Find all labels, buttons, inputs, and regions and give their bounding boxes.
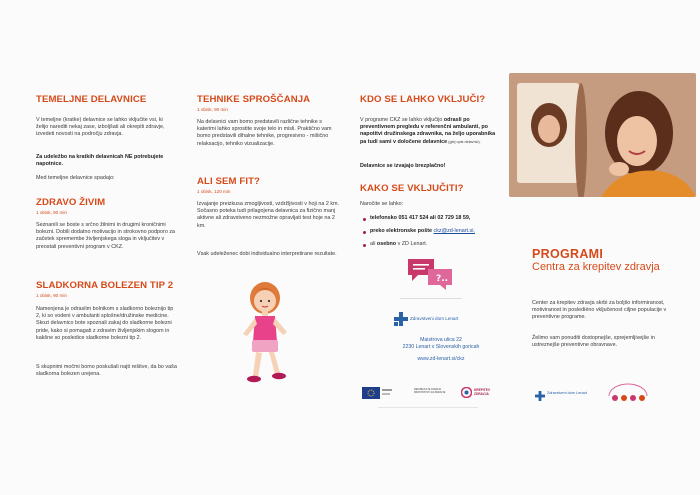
in-person-option: ali osebno v ZD Lenart. — [370, 241, 428, 247]
programme-subtitle: Centra za krepitev zdravja — [532, 261, 660, 273]
heading-who-can-join: KDO SE LAHKO VKLJUČI? — [360, 94, 486, 105]
email-option: preko elektronske pošte ckz@zd-lenart.si, — [370, 228, 475, 234]
address-line-2: 2230 Lenart v Slovenskih goricah — [402, 344, 480, 350]
website-link[interactable]: www.zd-lenart.si/ckz — [417, 356, 465, 362]
free-of-charge-note: Delavnice se izvajajo brezplačno! — [360, 163, 446, 169]
relaxation-duration: 1 obisk, 90 min — [197, 107, 228, 112]
heading-fit: ALI SEM FIT? — [197, 176, 261, 187]
ministry-logo: REPUBLIKA SLOVENIJA MINISTRSTVO ZA ZDRAVJE — [414, 388, 446, 394]
zd-lenart-footer-logo — [535, 388, 545, 406]
bullet — [363, 231, 366, 234]
eu-flag-icon — [362, 387, 392, 399]
address-block — [396, 337, 486, 363]
chat-bubbles-icon — [406, 257, 456, 291]
no-referral-note: Za udeležbo na kratkih delavnicah NE potrebujete napotnice. — [36, 154, 164, 168]
health-cross-icon — [535, 391, 545, 401]
bullet — [363, 244, 366, 247]
column-programme-title — [515, 0, 685, 495]
zd-lenart-footer-name: Zdravstveni dom Lenart — [547, 391, 587, 395]
address-line-1: Maistrova ulica 22 — [420, 337, 462, 343]
workshops-lead: Med temeljne delavnice spadajo: — [36, 175, 115, 181]
fit-duration: 1 obisk, 120 min — [197, 189, 231, 194]
girl-exercising-illustration — [231, 278, 299, 396]
centre-description: Center za krepitev zdravja skrbi za boljšo informiranost, motiviranost in poslediéno vključenost ciljne populacije v preventivne programe. — [532, 300, 667, 321]
column-enrolment — [360, 0, 505, 495]
email-link[interactable]: ckz@zd-lenart.si, — [433, 228, 475, 234]
heading-how-to-join: KAKO SE VKLJUČITI? — [360, 183, 464, 194]
heading-diabetes: SLADKORNA BOLEZEN TIP 2 — [36, 280, 174, 291]
zdravo-zivim-duration: 1 obisk, 90 min — [36, 210, 67, 215]
diabetes-closing: S skupnimi močmi bomo poskušali najti rešitve, da bo vaša sladkorna bolezen urejena. — [36, 364, 177, 378]
zdravo-zivim-text: Seznanili se boste s srčno žilnimi in drugimi kroničnimi bolezni. Dobili dodatno motivacijo in strokovno podporo za začetek spremembe življenjskega sloga in vključitev v preostali preventivni program v CKZ. — [36, 222, 176, 250]
ckz-emblem-icon — [605, 382, 651, 406]
footer-logos — [360, 385, 505, 401]
programme-title: PROGRAMI — [532, 247, 604, 261]
fit-results: Vsak udeleženec dobi individualno interpretirane rezultate. — [197, 251, 337, 257]
bullet — [363, 218, 366, 221]
zd-lenart-name: Zdravstveni dom Lenart — [410, 316, 459, 321]
order-lead: Naročite se lahko: — [360, 201, 404, 207]
phone-option: telefonsko 051 417 524 ali 02 729 18 59, — [370, 215, 471, 221]
krepitev-zdravja-icon — [461, 387, 472, 398]
fit-text: Izvajanje preizkusa zmogljivosti, vzdržljivosti v hoji na 2 km. Sočasno poteka tudi prilagojena delavnica za fizično manj aktivne ali zdravstveno nezmožne opravljati test hoje na 2 km. — [197, 201, 340, 229]
zd-lenart-logo — [394, 312, 408, 331]
column-workshops — [36, 0, 181, 495]
heading-relaxation: TEHNIKE SPROŠČANJA — [197, 94, 311, 105]
krepitev-zdravja-logo: KREPITEV ZDRAVJA — [474, 388, 490, 396]
heading-zdravo-zivim: ZDRAVO ŽIVIM — [36, 197, 106, 208]
who-can-join-text: V programe CKZ se lahko vključijo odrasli po preventivnem pregledu v referenčni ambulanti, po napotitvi družinskega zdravnika, na željo uporabnika pa tudi sami v določene delavnice (glej opis delavnic). — [360, 117, 496, 145]
svg-text:?..: ?.. — [436, 274, 449, 284]
column-relaxation — [197, 0, 342, 495]
heading-basic-workshops: TEMELJNE DELAVNICE — [36, 94, 147, 105]
fine-print-line — [378, 407, 478, 408]
diabetes-text: Namenjena je odraslim bolnikom s sladkorno boleznijo tip 2, ki so vodeni v ambulanti splošne/družinske medicine. Skozi delavnico bote spoznali zakaj do sladkorne bolezni pride, kako si pomagati z zdravim življenjskim slogom in kakšne so posledice sladkorne bolezni tip 2. — [36, 306, 174, 341]
intro-text: V temeljne (kratke) delavnice se lahko vključite vsi, ki želijo narediti nekaj zase, izboljšati ali okrepiti zdravje, izvedeti novosti na področju zdravja. — [36, 117, 165, 138]
relaxation-text: Na delavnici vam bomo predstavili različne tehnike s katerimi lahko sprostite svoje telo in misli. Praktično vam bomo predstavili dihalne tehnike, progresivno - mišično relaksacijo, tehniko vizualizacije. — [197, 119, 332, 147]
centre-goal: Želimo vam ponuditi dostopnejše, sprejemljivejše in ustreznejše preventivne obravnave. — [532, 335, 655, 349]
diabetes-duration: 1 obisk, 90 min — [36, 293, 67, 298]
divider — [400, 298, 462, 299]
health-cross-icon — [394, 312, 408, 326]
